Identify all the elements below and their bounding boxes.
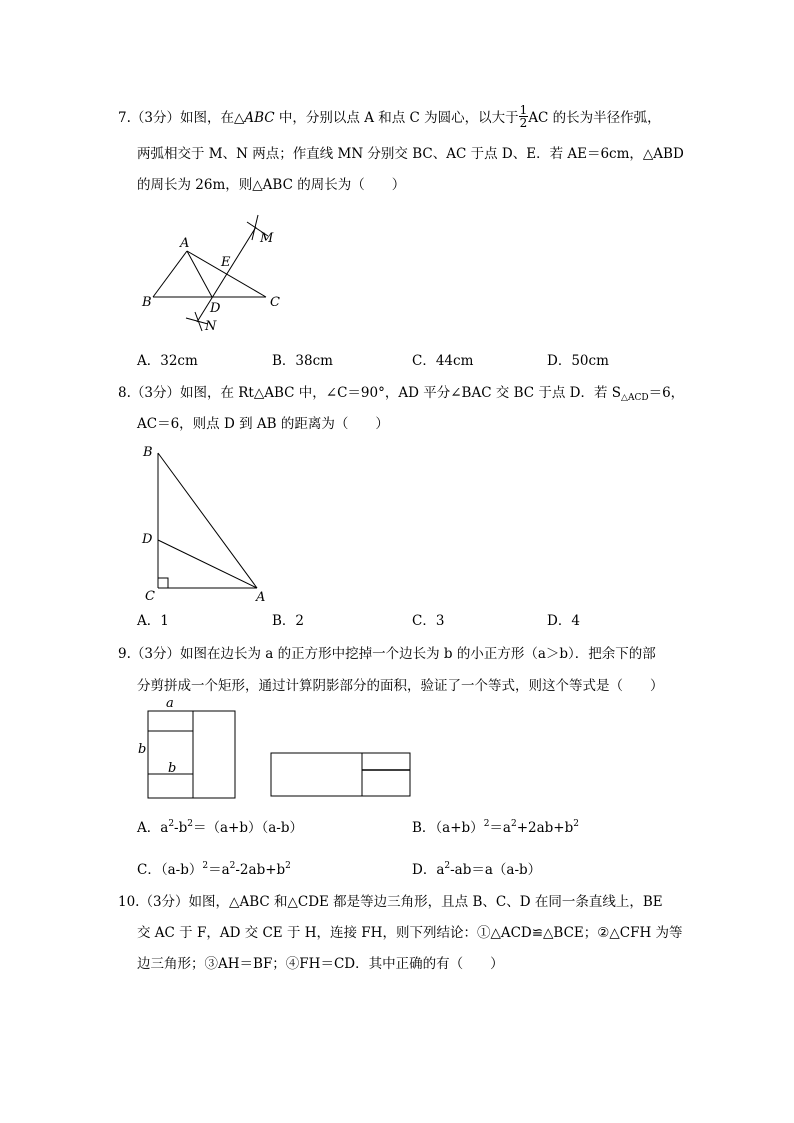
optB-mid2: +2ab+b <box>516 820 574 836</box>
q8-line2: AC＝6，则点 D 到 AB 的距离为（ ） <box>137 416 389 432</box>
q9-option-d[interactable] <box>412 857 541 879</box>
q9-line1: 9.（3分）如图在边长为 a 的正方形中挖掉一个边长为 b 的小正方形（a＞b）．把余下的部 <box>118 646 656 662</box>
frac-num: 1 <box>519 103 528 117</box>
optA-pre: A．a <box>137 820 169 836</box>
q10-line1: 10.（3分）如图，△ABC 和△CDE 都是等边三角形，且点 B、C、D 在同一条直线上，BE <box>118 894 663 910</box>
label-a: a <box>166 696 174 711</box>
optA-mid: -b <box>174 820 188 836</box>
label-C: C <box>145 589 155 604</box>
sup: 2 <box>483 819 490 829</box>
sup: 2 <box>285 861 291 871</box>
frac-den: 2 <box>519 116 528 130</box>
q7-line2: 两弧相交于 M、N 两点；作直线 MN 分别交 BC、AC 于点 D、E．若 AE＝6cm，△ABD <box>137 146 684 162</box>
q8-text: 8.（3分）如图，在 Rt△ABC 中，∠C＝90°，AD 平分∠BAC 交 BC 于点 D．若 S <box>118 385 622 401</box>
rectangle <box>271 753 410 796</box>
optD-pre: D．a <box>412 862 445 878</box>
q10-line3: 边三角形；③AH＝BF；④FH＝CD．其中正确的有（ ） <box>137 956 504 972</box>
sup: 2 <box>187 819 193 829</box>
label-A: A <box>256 590 266 605</box>
q9-option-c[interactable] <box>137 857 291 879</box>
q8-option-d[interactable]: D．4 <box>547 613 580 629</box>
q7-text: 中，分别以点 A 和点 C 为圆心，以大于 <box>274 110 519 126</box>
q7-option-a[interactable]: A．32cm <box>137 353 198 369</box>
q7-option-c[interactable]: C．44cm <box>412 353 474 369</box>
label-D: D <box>210 301 221 316</box>
q10-line2: 交 AC 于 F，AD 交 CE 于 H，连接 FH，则下列结论：①△ACD≌△BCE；②△CFH 为等 <box>137 925 683 941</box>
label-M: M <box>260 231 274 246</box>
label-B: B <box>143 445 153 460</box>
q7-line3: 的周长为 26m，则△ABC 的周长为（ ） <box>137 177 406 193</box>
optA-post: ＝（a+b）（a-b） <box>193 820 304 836</box>
optB-pre: B．（a+b） <box>412 820 484 836</box>
optC-pre: C．（a-b） <box>137 862 203 878</box>
q8-option-c[interactable]: C．3 <box>412 613 445 629</box>
q7-option-b[interactable]: B．38cm <box>272 353 333 369</box>
q8-sub: △ACD <box>621 393 649 403</box>
q7-tri: △ABC <box>233 110 275 126</box>
optD-post: -ab＝a（a-b） <box>450 862 542 878</box>
sup: 2 <box>573 819 579 829</box>
label-D: D <box>142 532 153 547</box>
sup: 2 <box>202 861 209 871</box>
label-E: E <box>221 255 231 270</box>
big-square <box>148 711 235 798</box>
q9-line2: 分剪拼成一个矩形，通过计算阴影部分的面积，验证了一个等式，则这个等式是（ ） <box>137 678 664 694</box>
optC-mid: ＝a <box>208 862 230 878</box>
label-b-inner: b <box>168 761 177 776</box>
sup: 2 <box>510 819 517 829</box>
q9-option-a[interactable] <box>137 815 303 837</box>
label-C: C <box>270 295 280 310</box>
sup: 2 <box>168 819 175 829</box>
q8-text: ＝6， <box>648 385 685 401</box>
sup: 2 <box>229 861 236 871</box>
sup: 2 <box>444 861 451 871</box>
q9-option-b[interactable] <box>412 815 579 837</box>
label-b-left: b <box>138 742 147 757</box>
label-A: A <box>180 236 190 251</box>
label-B: B <box>142 295 152 310</box>
optB-mid: ＝a <box>489 820 511 836</box>
q7-text: 7.（3分）如图，在 <box>118 110 234 126</box>
q7-text: AC 的长为半径作弧， <box>528 110 661 126</box>
q8-option-a[interactable]: A．1 <box>137 613 169 629</box>
optC-mid2: -2ab+b <box>235 862 286 878</box>
label-N: N <box>205 319 217 334</box>
q7-option-d[interactable]: D．50cm <box>547 353 609 369</box>
q8-option-b[interactable]: B．2 <box>272 613 305 629</box>
